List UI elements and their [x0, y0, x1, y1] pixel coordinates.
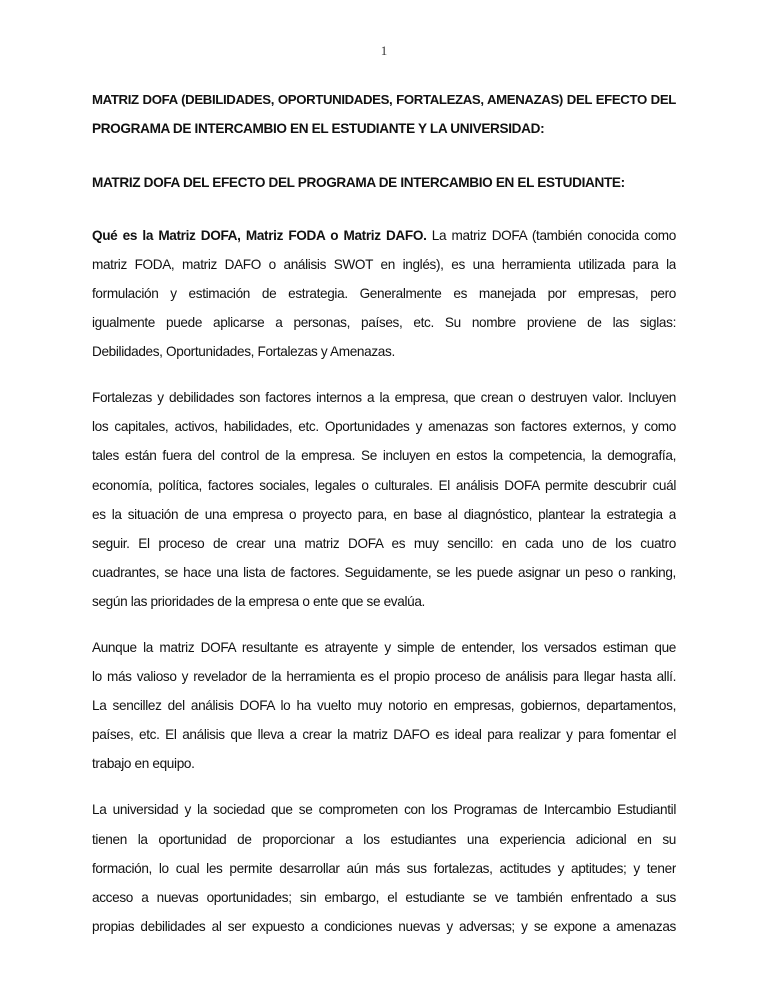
paragraph-line: propias debilidades al ser expuesto a condiciones nuevas y adversas; y se expone a amenazas: [92, 919, 676, 934]
heading-line: PROGRAMA DE INTERCAMBIO EN EL ESTUDIANTE Y LA UNIVERSIDAD:: [92, 121, 545, 136]
paragraph-line: Aunque la matriz DOFA resultante es atrayente y simple de entender, los versados estiman que: [92, 640, 676, 655]
subheading: MATRIZ DOFA DEL EFECTO DEL PROGRAMA DE INTERCAMBIO EN EL ESTUDIANTE:: [92, 175, 625, 190]
paragraph-line: formulación y estimación de estrategia. Generalmente es manejada por empresas, pero: [92, 286, 676, 301]
paragraph-text: La matriz DOFA (también conocida como: [426, 228, 676, 243]
paragraph-line: trabajo en equipo.: [92, 756, 195, 771]
paragraph-line: formación, lo cual les permite desarrollar aún más sus fortalezas, actitudes y aptitudes; y tener: [92, 861, 676, 876]
paragraph-line: acceso a nuevas oportunidades; sin embargo, el estudiante se ve también enfrentado a sus: [92, 890, 676, 905]
paragraph-line: [92, 227, 676, 245]
paragraph-line: según las prioridades de la empresa o ente que se evalúa.: [92, 594, 425, 609]
page-number: 1: [380, 43, 388, 58]
paragraph-line: es la situación de una empresa o proyecto para, en base al diagnóstico, plantear la estrategia a: [92, 507, 676, 522]
paragraph-line: matriz FODA, matriz DAFO o análisis SWOT en inglés), es una herramienta utilizada para la: [92, 257, 676, 272]
paragraph-line: La sencillez del análisis DOFA lo ha vuelto muy notorio en empresas, gobiernos, departamentos,: [92, 698, 676, 713]
heading-line: MATRIZ DOFA (DEBILIDADES, OPORTUNIDADES, FORTALEZAS, AMENAZAS) DEL EFECTO DEL: [92, 92, 676, 107]
paragraph-line: Debilidades, Oportunidades, Fortalezas y Amenazas.: [92, 344, 395, 359]
paragraph-lead: Qué es la Matriz DOFA, Matriz FODA o Matriz DAFO.: [92, 228, 427, 243]
paragraph-line: países, etc. El análisis que lleva a crear la matriz DAFO es ideal para realizar y para fomentar el: [92, 727, 676, 742]
paragraph-line: tienen la oportunidad de proporcionar a los estudiantes una experiencia adicional en su: [92, 832, 676, 847]
paragraph-line: lo más valioso y revelador de la herramienta es el propio proceso de análisis para llegar hasta allí.: [92, 669, 676, 684]
paragraph-line: cuadrantes, se hace una lista de factores. Seguidamente, se les puede asignar un peso o ranking,: [92, 565, 676, 580]
paragraph-line: La universidad y la sociedad que se comprometen con los Programas de Intercambio Estudiantil: [92, 802, 676, 817]
paragraph-line: seguir. El proceso de crear una matriz DOFA es muy sencillo: en cada uno de los cuatro: [92, 536, 676, 551]
paragraph-line: los capitales, activos, habilidades, etc. Oportunidades y amenazas son factores externos, y como: [92, 419, 676, 434]
paragraph-line: economía, política, factores sociales, legales o culturales. El análisis DOFA permite descubrir cuál: [92, 478, 676, 493]
paragraph-line: tales están fuera del control de la empresa. Se incluyen en estos la competencia, la demografía,: [92, 448, 676, 463]
paragraph-line: igualmente puede aplicarse a personas, países, etc. Su nombre proviene de las siglas:: [92, 315, 676, 330]
paragraph-line: Fortalezas y debilidades son factores internos a la empresa, que crean o destruyen valor. Incluyen: [92, 390, 676, 405]
